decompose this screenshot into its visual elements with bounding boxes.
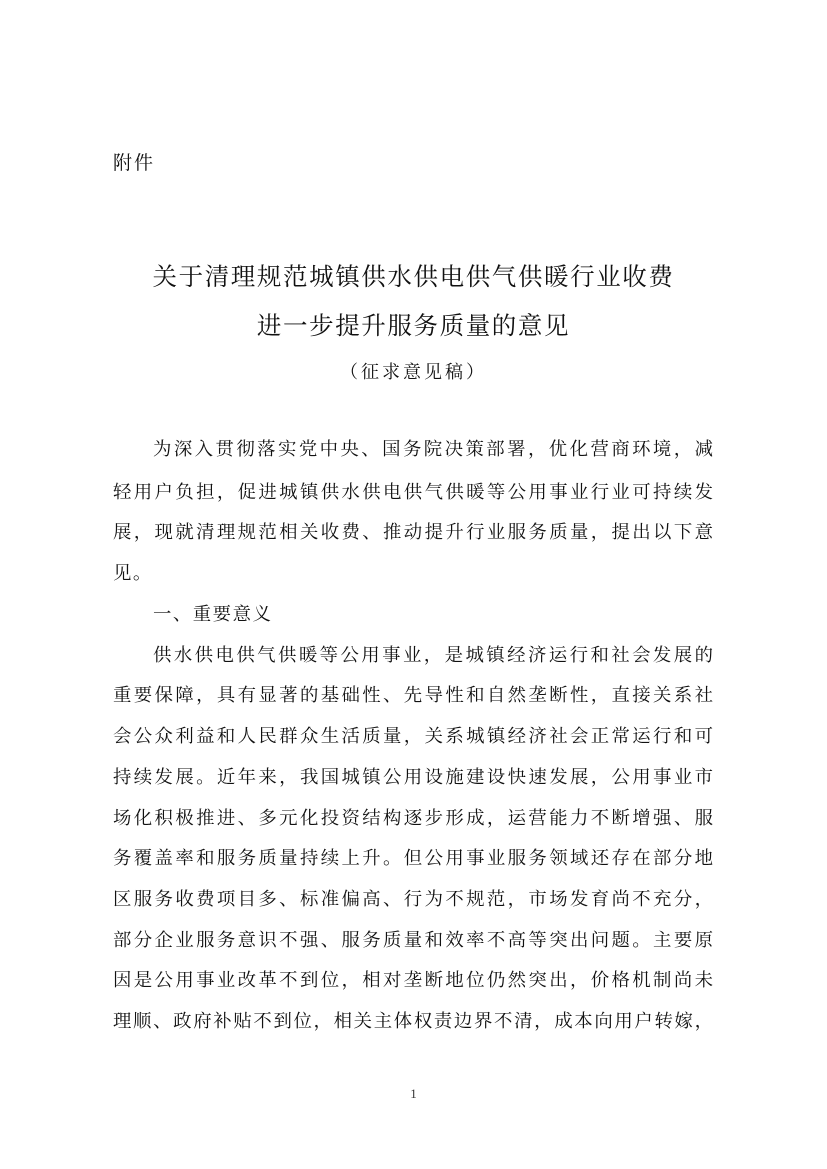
body-line: 部分企业服务意识不强、服务质量和效率不高等突出问题。主要原 bbox=[113, 930, 713, 951]
document-title-line-2: 进一步提升服务质量的意见 bbox=[256, 311, 571, 340]
body-line: 区服务收费项目多、标准偏高、行为不规范，市场发育尚不充分， bbox=[113, 889, 713, 910]
page-number: 1 bbox=[410, 1086, 417, 1101]
body-line: 轻用户负担，促进城镇供水供电供气供暖等公用事业行业可持续发 bbox=[113, 482, 713, 503]
document-title-line-1: 关于清理规范城镇供水供电供气供暖行业收费 bbox=[152, 262, 675, 291]
body-line: 为深入贯彻落实党中央、国务院决策部署，优化营商环境，减 bbox=[153, 439, 713, 460]
body-line: 理顺、政府补贴不到位，相关主体权责边界不清，成本向用户转嫁， bbox=[113, 1011, 713, 1032]
section-heading: 一、重要意义 bbox=[153, 604, 273, 625]
body-line: 会公众利益和人民群众生活质量，关系城镇经济社会正常运行和可 bbox=[113, 726, 713, 747]
body-line: 供水供电供气供暖等公用事业，是城镇经济运行和社会发展的 bbox=[153, 645, 713, 666]
attachment-label: 附件 bbox=[113, 152, 156, 174]
body-line: 展，现就清理规范相关收费、推动提升行业服务质量，提出以下意 bbox=[113, 522, 713, 543]
body-line: 务覆盖率和服务质量持续上升。但公用事业服务领域还存在部分地 bbox=[113, 848, 713, 869]
body-line: 重要保障，具有显著的基础性、先导性和自然垄断性，直接关系社 bbox=[113, 685, 713, 706]
body-line: 因是公用事业改革不到位，相对垄断地位仍然突出，价格机制尚未 bbox=[113, 970, 713, 991]
body-line: 持续发展。近年来，我国城镇公用设施建设快速发展，公用事业市 bbox=[113, 767, 713, 788]
body-line: 见。 bbox=[113, 563, 153, 584]
document-subtitle: （征求意见稿） bbox=[340, 362, 487, 383]
body-line: 场化积极推进、多元化投资结构逐步形成，运营能力不断增强、服 bbox=[113, 808, 713, 829]
